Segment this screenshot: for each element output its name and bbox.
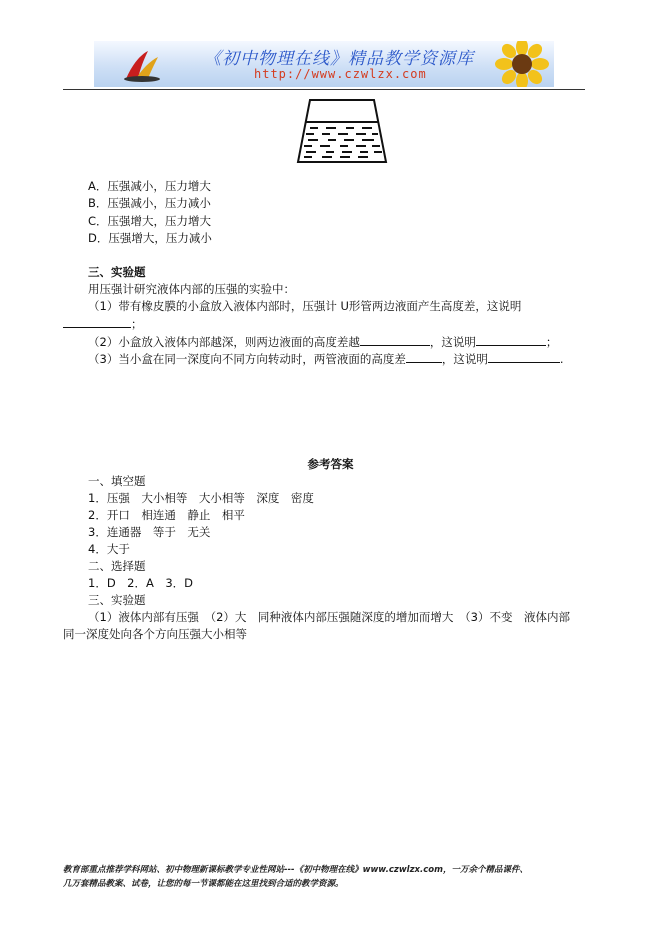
experiment-heading: 三、实验题 (88, 265, 146, 279)
site-logo-icon (122, 45, 162, 83)
answer-line: 1．压强 大小相等 大小相等 深度 密度 (88, 491, 314, 505)
question-2: （2）小盒放入液体内部越深，则两边液面的高度差越 ，这说明 ； (88, 335, 558, 349)
answer-line: 3．连通器 等于 无关 (88, 525, 211, 539)
banner-url: http://www.czwlzx.com (254, 67, 427, 81)
answer-line: 三、实验题 (88, 593, 146, 607)
question-1-answer-line: ； (63, 315, 143, 332)
option-c: C．压强增大，压力增大 (88, 214, 212, 228)
answer-blank[interactable] (488, 350, 560, 363)
answer-blank[interactable] (406, 350, 442, 363)
answers-title: 参考答案 (307, 457, 354, 471)
experiment-intro: 用压强计研究液体内部的压强的实验中： (88, 282, 295, 296)
question-3: （3）当小盒在同一深度向不同方向转动时，两管液面的高度差 ，这说明 . (88, 352, 564, 366)
header-banner (94, 41, 554, 87)
answer-line: 同一深度处向各个方向压强大小相等 (63, 627, 247, 641)
answer-line: （1）液体内部有压强 （2）大 同种液体内部压强随深度的增加而增大 （3）不变 液体内部 (88, 610, 570, 624)
footer-line-1: 教育部重点推荐学科网站、初中物理新课标教学专业性网站---《初中物理在线》www.czwlzx.com，一万余个精品课件、 (63, 865, 528, 875)
option-b: B．压强减小，压力减小 (88, 196, 211, 210)
answer-line: 4．大于 (88, 542, 130, 556)
answer-line: 二、选择题 (88, 559, 146, 573)
footer-line-2: 几万套精品教案、试卷，让您的每一节课都能在这里找到合适的教学资源。 (63, 879, 344, 889)
option-a: A．压强减小，压力增大 (88, 179, 211, 193)
container-figure (296, 98, 388, 164)
banner-title: 《初中物理在线》精品教学资源库 (204, 49, 474, 69)
answer-line: 2．开口 相连通 静止 相平 (88, 508, 245, 522)
question-1: （1）带有橡皮膜的小盒放入液体内部时，压强计 U形管两边液面产生高度差，这说明 (88, 299, 522, 313)
answer-blank[interactable] (360, 333, 430, 346)
answer-blank[interactable] (476, 333, 546, 346)
header-rule (63, 89, 585, 90)
answer-blank[interactable] (63, 315, 131, 328)
sunflower-icon (494, 41, 550, 87)
answer-line: 一、填空题 (88, 474, 146, 488)
answer-line: 1．D 2．A 3．D (88, 576, 194, 590)
option-d: D．压强增大，压力减小 (88, 231, 212, 245)
